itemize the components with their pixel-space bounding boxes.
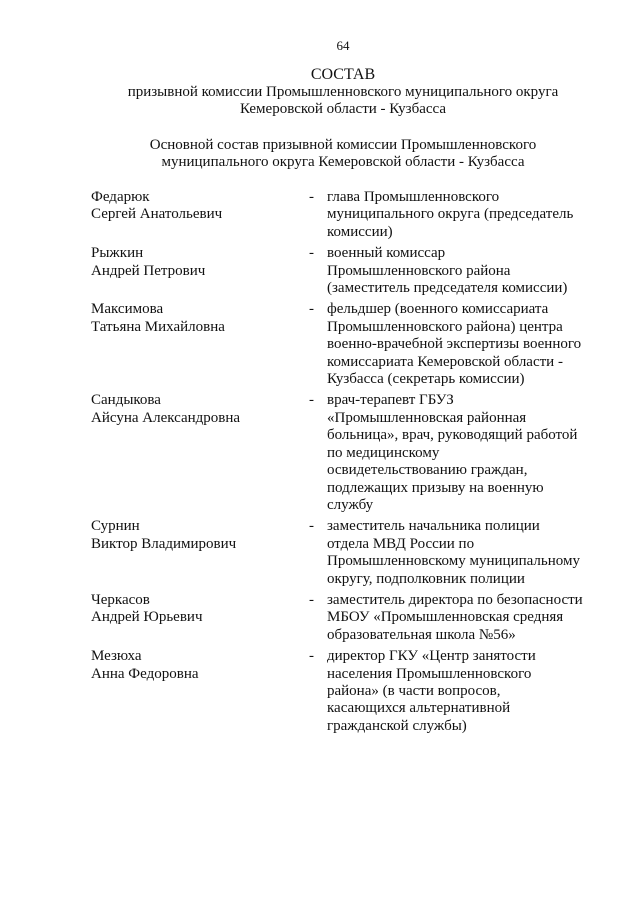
member-name [91,189,301,224]
role-line: военный комиссар [327,245,446,262]
member-entry [91,518,591,588]
member-surname: Максимова [91,301,164,318]
member-entry [91,648,591,735]
member-entry [91,189,591,241]
role-line: Промышленновского района [327,262,511,279]
member-given-name: Татьяна Михайловна [91,318,225,335]
role-line: военно-врачебной экспертизы военного [327,336,582,353]
role-line: подлежащих призыву на военную [327,479,544,496]
subheading-line-2: муниципального округа Кемеровской области - Кузбасса [161,154,525,170]
member-name [91,648,301,683]
member-name [91,245,301,280]
member-dash: - [309,245,314,262]
role-line: отдела МВД России по [327,535,475,552]
role-line: заместитель начальника полиции [327,518,540,535]
subheading-line-1: Основной состав призывной комиссии Промышленновского [149,137,537,153]
member-role [327,189,591,241]
member-entry [91,392,591,514]
role-line: округу, подполковник полиции [327,570,525,587]
member-given-name: Айсуна Александровна [91,409,241,426]
page-number: 64 [336,38,350,53]
member-name [91,592,301,627]
member-role [327,392,591,514]
member-dash: - [309,301,314,318]
role-line: глава Промышленновского [327,189,500,205]
role-line: гражданской службы) [327,717,467,734]
heading-line-1: призывной комиссии Промышленновского муниципального округа [127,84,559,100]
role-line: Промышленновскому муниципальному [327,553,580,570]
member-entry [91,301,591,388]
member-given-name: Анна Федоровна [91,665,199,682]
role-line: (заместитель председателя комиссии) [327,280,568,297]
role-line: касающихся альтернативной [327,700,511,717]
role-line: больница», врач, руководящий работой [327,427,578,444]
member-dash: - [309,518,314,535]
member-dash: - [309,392,314,409]
role-line: образовательная школа №56» [327,626,516,643]
member-given-name: Андрей Юрьевич [91,609,203,626]
member-dash: - [309,189,314,205]
member-role [327,301,591,388]
member-role [327,648,591,735]
heading-title: СОСТАВ [310,66,376,83]
member-name [91,392,301,427]
member-dash: - [309,648,314,665]
member-surname: Мезюха [91,648,142,665]
role-line: освидетельствованию граждан, [327,462,528,479]
role-line: по медицинскому [327,444,440,461]
role-line: комиссии) [327,223,393,240]
role-line: МБОУ «Промышленновская средняя [327,609,564,626]
role-line: службу [327,496,374,513]
role-line: Промышленновского района) центра [327,318,563,335]
document-heading [0,66,640,118]
member-surname: Рыжкин [91,245,144,262]
role-line: «Промышленновская районная [327,409,527,426]
heading-line-2: Кемеровской области - Кузбасса [239,101,447,117]
member-dash: - [309,591,314,608]
role-line: заместитель директора по безопасности [327,591,583,608]
member-surname: Сурнин [91,518,140,535]
member-given-name: Сергей Анатольевич [91,206,223,223]
member-surname: Федарюк [91,189,150,205]
role-line: населения Промышленновского [327,665,532,682]
member-role [327,518,591,588]
member-surname: Черкасов [91,591,150,608]
member-entry [91,245,591,297]
member-name [91,301,301,336]
role-line: района» (в части вопросов, [327,682,501,699]
role-line: врач-терапевт ГБУЗ [327,392,454,409]
member-name [91,518,301,553]
member-role [327,592,591,644]
role-line: комиссариата Кемеровской области - [327,353,563,370]
section-subheading [0,137,640,171]
member-given-name: Виктор Владимирович [91,535,237,552]
role-line: Кузбасса (секретарь комиссии) [327,371,525,388]
member-role [327,245,591,297]
commission-members-list [91,189,591,739]
role-line: фельдшер (военного комиссариата [327,301,549,318]
role-line: директор ГКУ «Центр занятости [327,648,536,665]
member-surname: Сандыкова [91,392,161,409]
member-entry [91,592,591,644]
role-line: муниципального округа (председатель [327,206,574,223]
member-given-name: Андрей Петрович [91,262,206,279]
